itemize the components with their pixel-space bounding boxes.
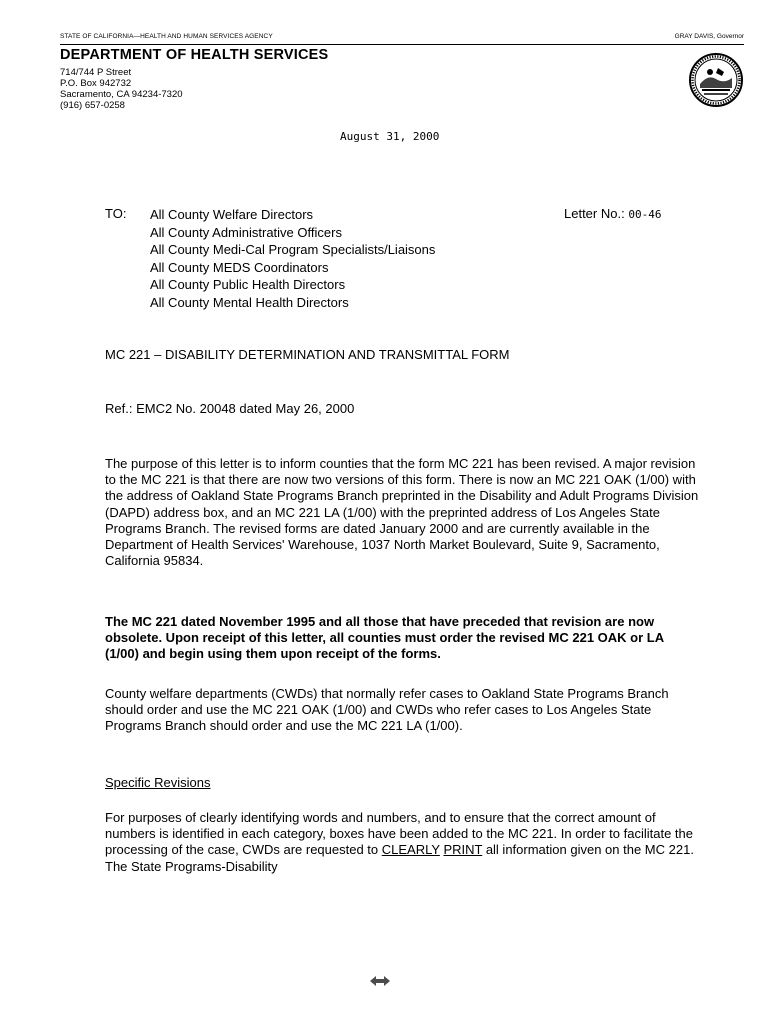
letter-number-value: 00-46: [628, 208, 662, 221]
address-line: Sacramento, CA 94234-7320: [60, 89, 183, 100]
address-line: 714/744 P Street: [60, 67, 132, 78]
letter-number-label: Letter No.:: [564, 206, 625, 221]
section-heading: Specific Revisions: [105, 775, 211, 790]
address-line: P.O. Box 942732: [60, 78, 132, 89]
recycle-mark-icon: [368, 974, 392, 988]
department-name: DEPARTMENT OF HEALTH SERVICES: [60, 47, 329, 63]
print-emphasis: PRINT: [443, 842, 483, 858]
revisions-text-end: all information given on the MC 221. The State Programs-Disability: [105, 842, 694, 874]
letter-number: [564, 206, 661, 221]
recipient: All County Public Health Directors: [150, 277, 346, 293]
governor-line: GRAY DAVIS, Governor: [674, 33, 744, 40]
clearly-emphasis: CLEARLY: [381, 842, 440, 858]
subject-line: MC 221 – DISABILITY DETERMINATION AND TRANSMITTAL FORM: [105, 347, 510, 362]
recipient: All County MEDS Coordinators: [150, 259, 329, 275]
revisions-text-start: For purposes of clearly identifying words and numbers, and to ensure that the correct amount of numbers is identified in each category, boxes have been added to the MC 221. In order to facilitate the processing of the case, CWDs are requested to: [105, 810, 694, 858]
recipient-list: [150, 206, 435, 312]
state-seal-icon: [688, 52, 744, 108]
department-address: [60, 67, 183, 111]
address-line: (916) 657-0258: [60, 100, 125, 111]
letter-date: August 31, 2000: [340, 130, 440, 143]
reference-line: Ref.: EMC2 No. 20048 dated May 26, 2000: [105, 401, 355, 416]
agency-line: STATE OF CALIFORNIA—HEALTH AND HUMAN SERVICES AGENCY: [60, 33, 273, 40]
paragraph-purpose: The purpose of this letter is to inform counties that the form MC 221 has been revised. A major revision to the MC 221 is that there are now two versions of this form. There is now an MC 221 OAK (1/00) with the address of Oakland State Programs Branch preprinted in the Disability and Adult Programs Division (DAPD) address box, and an MC 221 LA (1/00) with the preprinted address of Los Angeles State Programs Branch. The revised forms are dated January 2000 and are currently available in the Department of Health Services' Warehouse, 1037 North Market Boulevard, Suite 9, Sacramento, California 95834.: [105, 456, 699, 569]
paragraph-ordering: County welfare departments (CWDs) that normally refer cases to Oakland State Programs Branch should order and use the MC 221 OAK (1/00) and CWDs who refer cases to Los Angeles State Programs Branch should order and use the MC 221 LA (1/00).: [105, 686, 669, 734]
to-label: TO:: [105, 206, 127, 221]
recipient: All County Administrative Officers: [150, 224, 342, 240]
header-rule: [60, 44, 744, 45]
paragraph-revisions: [105, 810, 700, 875]
paragraph-obsolete-notice: The MC 221 dated November 1995 and all those that have preceded that revision are now obsolete. Upon receipt of this letter, all counties must order the revised MC 221 OAK or LA (1/00) and begin using them upon receipt of the forms.: [105, 614, 664, 662]
recipient: All County Medi-Cal Program Specialists/Liaisons: [150, 242, 436, 258]
recipient: All County Welfare Directors: [150, 207, 314, 222]
recipient: All County Mental Health Directors: [150, 294, 349, 310]
